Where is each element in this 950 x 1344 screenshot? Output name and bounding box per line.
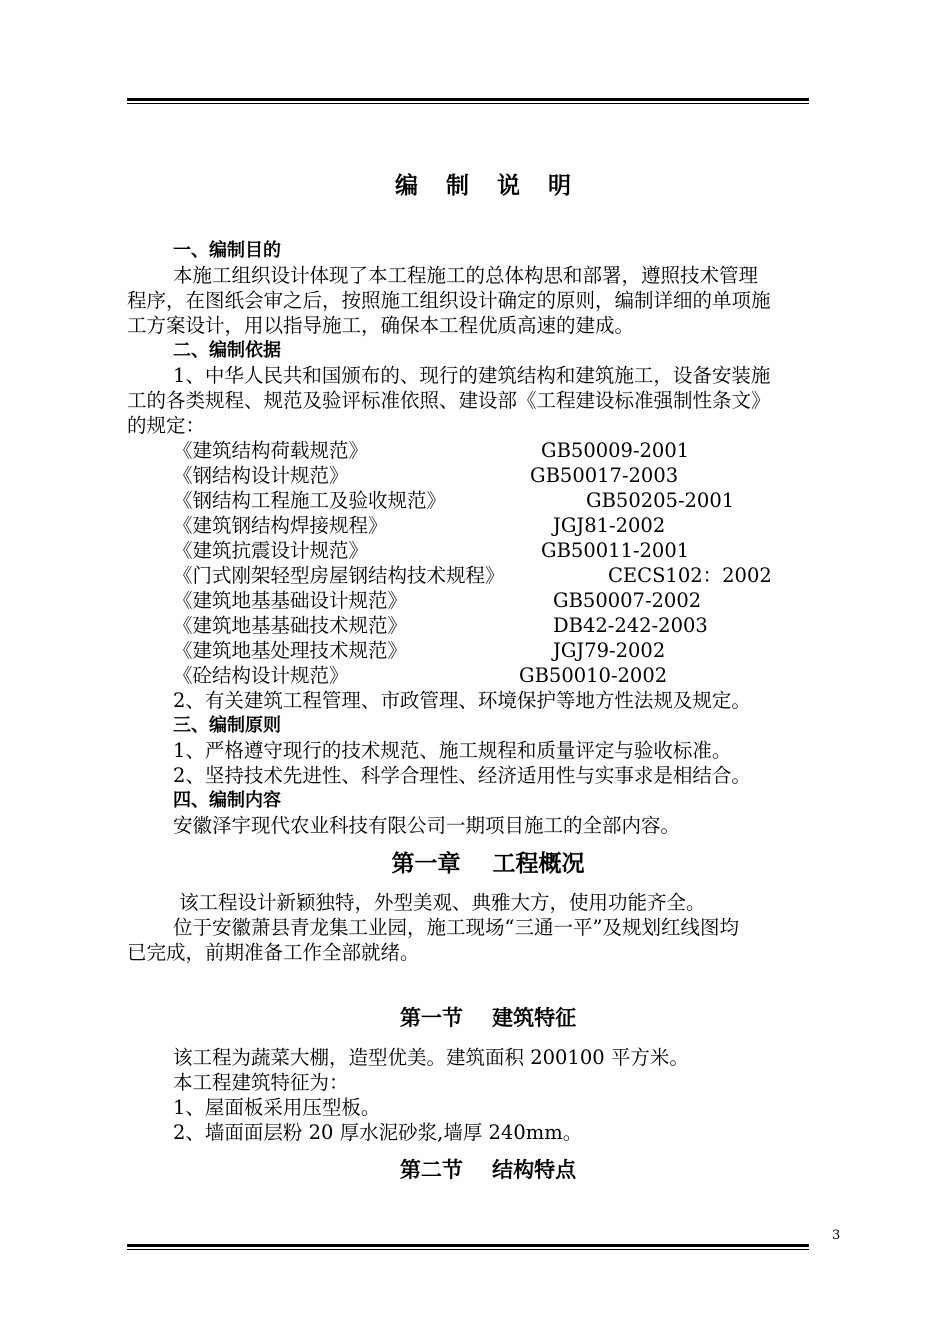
- standard-code: DB42-242-2003: [553, 614, 708, 637]
- page-title: 编 制 说 明: [394, 173, 582, 199]
- standard-code: GB50017-2003: [530, 464, 679, 487]
- standard-item: [127, 513, 849, 538]
- header-rule-thin: [127, 103, 809, 104]
- architecture-line-4: 2、墙面面层粉 20 厚水泥砂浆,墙厚 240mm。: [173, 1121, 583, 1144]
- standard-item: [127, 438, 849, 463]
- architecture-line-2: 本工程建筑特征为：: [173, 1071, 349, 1094]
- standard-name: 《钢结构工程施工及验收规范》: [173, 489, 447, 512]
- standard-code: GB50009-2001: [541, 439, 690, 462]
- standard-item: [127, 613, 849, 638]
- purpose-line-3: 工方案设计，用以指导施工，确保本工程优质高速的建成。: [127, 314, 635, 337]
- overview-line-3: 已完成，前期准备工作全部就绪。: [127, 941, 420, 964]
- page-number: 3: [832, 1228, 841, 1243]
- standard-name: 《建筑结构荷载规范》: [173, 439, 369, 462]
- standard-code: GB50205-2001: [586, 489, 735, 512]
- principle-1: 1、严格遵守现行的技术规范、施工规程和质量评定与验收标准。: [173, 739, 732, 762]
- standard-item: [127, 538, 849, 563]
- standard-name: 《钢结构设计规范》: [173, 464, 349, 487]
- overview-line-2: 位于安徽萧县青龙集工业园，施工现场“三通一平”及规划红线图均: [173, 916, 739, 939]
- footer-rule-thin: [127, 1249, 809, 1250]
- standard-code: GB50011-2001: [541, 539, 690, 562]
- basis-line-2: 工的各类规程、规范及验评标准依照、建设部《工程建设标准强制性条文》: [127, 389, 771, 412]
- standards-list: [127, 438, 849, 688]
- standard-code: GB50007-2002: [553, 589, 702, 612]
- standard-item: [127, 638, 849, 663]
- footer-rule: [127, 1244, 809, 1251]
- purpose-line-2: 程序，在图纸会审之后，按照施工组织设计确定的原则，编制详细的单项施: [127, 289, 771, 312]
- standard-name: 《建筑钢结构焊接规程》: [173, 514, 388, 537]
- chapter-title: 第一章 工程概况: [391, 851, 585, 877]
- standard-name: 《门式刚架轻型房屋钢结构技术规程》: [173, 564, 505, 587]
- standard-code: JGJ81-2002: [553, 514, 666, 537]
- standard-item: [127, 488, 849, 513]
- footer-rule-thick: [127, 1244, 809, 1247]
- standard-code: CECS102：2002: [608, 564, 772, 587]
- header-rule-thick: [127, 98, 809, 101]
- header-rule: [127, 98, 809, 105]
- section-title-structure: 第二节 结构特点: [399, 1158, 577, 1182]
- heading-content: 四、编制内容: [173, 790, 281, 811]
- standard-item: [127, 588, 849, 613]
- architecture-line-3: 1、屋面板采用压型板。: [173, 1096, 381, 1119]
- document-body: [127, 168, 849, 1187]
- heading-principles: 三、编制原则: [173, 715, 281, 736]
- overview-line-1: 该工程设计新颖独特，外型美观、典雅大方，使用功能齐全。: [179, 891, 706, 914]
- standard-name: 《建筑抗震设计规范》: [173, 539, 369, 562]
- principle-2: 2、坚持技术先进性、科学合理性、经济适用性与实事求是相结合。: [173, 764, 751, 787]
- standard-name: 《建筑地基基础技术规范》: [173, 614, 408, 637]
- standard-code: GB50010-2002: [519, 664, 668, 687]
- heading-basis: 二、编制依据: [173, 340, 281, 361]
- basis-line-4: 2、有关建筑工程管理、市政管理、环境保护等地方性法规及规定。: [173, 689, 751, 712]
- standard-name: 《建筑地基基础设计规范》: [173, 589, 408, 612]
- standard-item: [127, 663, 849, 688]
- standard-item: [127, 463, 849, 488]
- basis-line-1: 1、中华人民共和国颁布的、现行的建筑结构和建筑施工，设备安装施: [173, 364, 771, 387]
- standard-item: [127, 563, 849, 588]
- purpose-line-1: 本施工组织设计体现了本工程施工的总体构思和部署，遵照技术管理: [173, 264, 759, 287]
- basis-line-3: 的规定：: [127, 414, 206, 437]
- heading-purpose: 一、编制目的: [173, 240, 281, 261]
- architecture-line-1: 该工程为蔬菜大棚，造型优美。建筑面积 200100 平方米。: [173, 1046, 689, 1069]
- standard-code: JGJ79-2002: [553, 639, 666, 662]
- standard-name: 《砼结构设计规范》: [173, 664, 349, 687]
- section-title-architecture: 第一节 建筑特征: [399, 1006, 577, 1030]
- content-line: 安徽泽宇现代农业科技有限公司一期项目施工的全部内容。: [173, 814, 681, 837]
- standard-name: 《建筑地基处理技术规范》: [173, 639, 408, 662]
